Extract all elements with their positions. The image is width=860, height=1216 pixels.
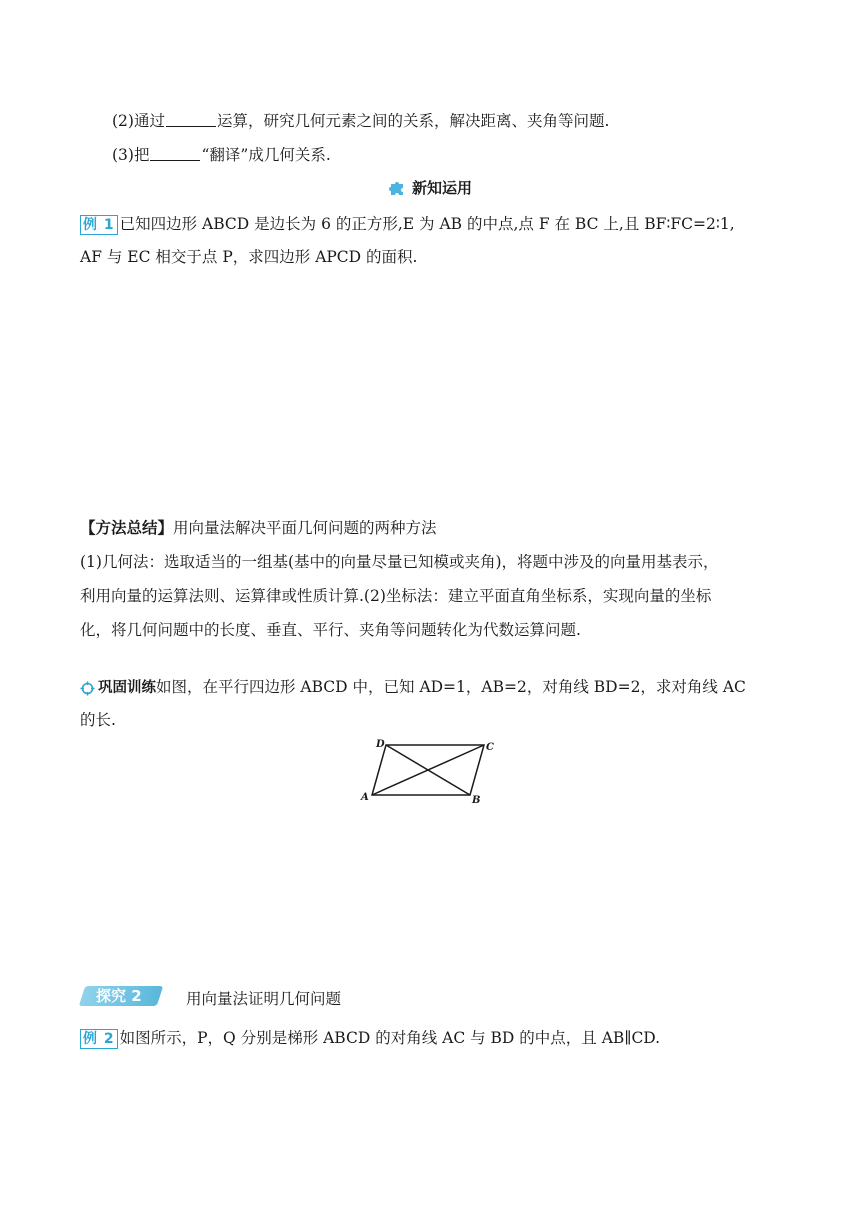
item-3: (3)把 “翻译”成几何关系.: [112, 146, 331, 164]
example-2: 例 2 如图所示，P，Q 分别是梯形 ABCD 的对角线 AC 与 BD 的中点，且 AB∥CD.: [80, 1027, 660, 1049]
example-tag: 例 2: [80, 1029, 118, 1049]
practice-line-2: 的长.: [80, 711, 116, 729]
vertex-label-d: D: [376, 739, 385, 750]
fill-blank: [150, 146, 200, 161]
vertex-label-a: A: [361, 792, 369, 803]
method-line-3: 化，将几何问题中的长度、垂直、平行、夹角等问题转化为代数运算问题.: [80, 621, 581, 639]
explore-banner: 探究 2: [82, 986, 160, 1006]
explore-banner-row: [82, 986, 160, 1006]
fill-blank: [166, 112, 216, 127]
vertex-label-c: C: [486, 742, 494, 753]
crosshair-icon: [80, 681, 95, 696]
example-1: 例 1 已知四边形 ABCD 是边长为 6 的正方形,E 为 AB 的中点,点 F 在 BC 上,且 BF∶FC=2∶1,: [80, 213, 735, 235]
puzzle-icon: [388, 179, 406, 197]
parallelogram-figure: [358, 735, 498, 807]
vertex-label-b: B: [472, 795, 481, 806]
item-2: (2)通过 运算，研究几何元素之间的关系，解决距离、夹角等问题.: [112, 112, 610, 130]
method-summary-heading: 【方法总结】用向量法解决平面几何问题的两种方法: [80, 518, 437, 537]
practice-line-1: 巩固训练如图，在平行四边形 ABCD 中，已知 AD=1，AB=2，对角线 BD=2，求对角线 AC: [80, 676, 746, 699]
explore-title: 用向量法证明几何问题: [186, 990, 342, 1008]
example-tag: 例 1: [80, 215, 118, 235]
method-line-1: (1)几何法：选取适当的一组基(基中的向量尽量已知模或夹角)，将题中涉及的向量用基表示，: [80, 553, 719, 571]
example-1-line-2: AF 与 EC 相交于点 P，求四边形 APCD 的面积.: [80, 248, 418, 266]
section-heading: 新知运用: [0, 177, 860, 198]
diagonal-bd: [386, 745, 470, 795]
method-line-2: 利用向量的运算法则、运算律或性质计算.(2)坐标法：建立平面直角坐标系，实现向量的坐标: [80, 587, 712, 605]
